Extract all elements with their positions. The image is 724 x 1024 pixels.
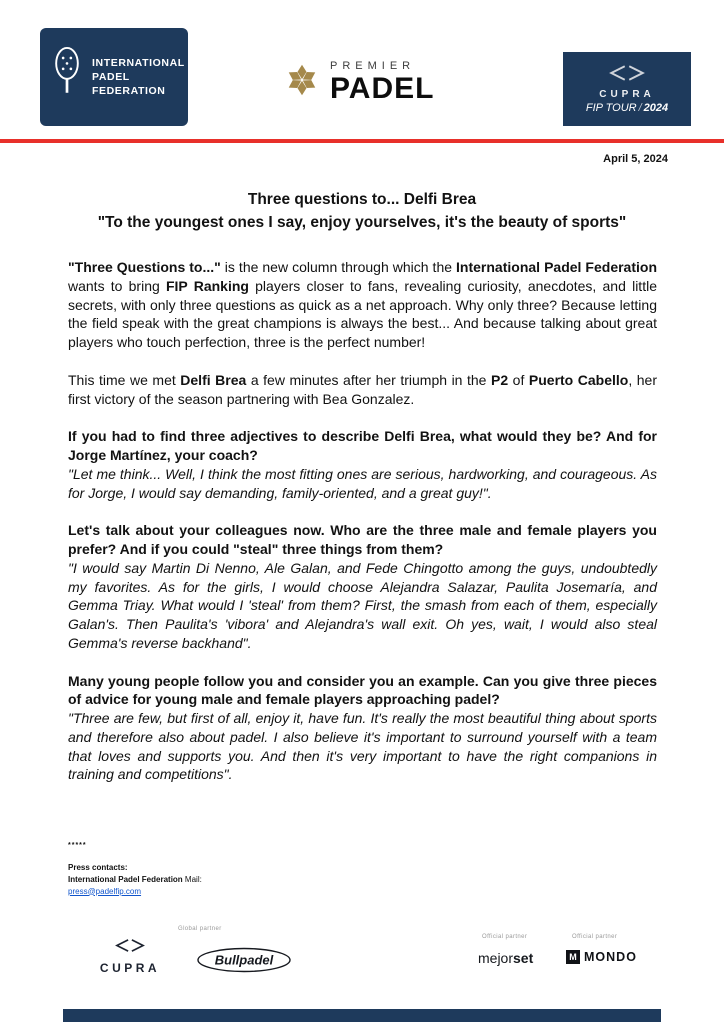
global-partner-label: Global partner <box>178 926 222 932</box>
header-divider-rule <box>0 139 724 143</box>
ipf-word-2: PADEL <box>92 70 130 83</box>
press-contacts-org: International Padel Federation Mail: <box>68 874 202 884</box>
document-title <box>60 188 664 235</box>
document-date: April 5, 2024 <box>603 153 668 165</box>
qa-block <box>68 521 657 652</box>
context-paragraph: This time we met Delfi Brea a few minutes after her triumph in the P2 of Puerto Cabello, her first victory of the season partnering with Bea Gonzalez. <box>68 371 658 407</box>
mondo-wordmark: MONDO <box>584 950 637 964</box>
bullpadel-logo <box>196 946 292 979</box>
fip-tour-separator: / <box>638 102 642 114</box>
title-line-2: "To the youngest ones I say, enjoy yourselves, it's the beauty of sports" <box>97 214 627 232</box>
qa-block <box>68 427 657 502</box>
article-body <box>68 258 657 803</box>
premier-asterisk-icon <box>284 62 320 103</box>
sponsor-logos-row <box>0 922 724 1000</box>
official-partner-label-1: Official partner <box>482 934 528 940</box>
padel-racket-icon <box>50 39 84 116</box>
mejorset-word-a: mejor <box>478 950 514 966</box>
ipf-word-1: INTERNATIONAL <box>92 56 185 69</box>
cupra-wordmark: CUPRA <box>599 89 655 100</box>
cupra-emblem-small-icon <box>110 940 150 957</box>
question-1: If you had to find three adjectives to describe Delfi Brea, what would they be? And for Jorge Martínez, your coach? <box>68 428 657 463</box>
premier-padel-logo <box>284 60 434 104</box>
press-contacts-label: Press contacts: <box>68 862 128 872</box>
fip-tour-year: 2024 <box>643 102 669 114</box>
ipf-logo <box>40 28 188 126</box>
press-contacts <box>68 841 202 898</box>
fip-tour-line <box>586 102 668 114</box>
qa-block <box>68 672 657 785</box>
mondo-logo <box>566 950 637 964</box>
answer-1: "Let me think... Well, I think the most fitting ones are serious, hardworking, and courageous. As for Jorge, I would say demanding, family-oriented, and a great guy!". <box>68 465 657 501</box>
premier-wordmark-bottom: PADEL <box>330 72 435 105</box>
premier-wordmark-top: PREMIER <box>330 60 416 72</box>
intro-paragraph: "Three Questions to..." is the new column through which the International Padel Federation wants to bring FIP Ranking players closer to fans, revealing curiosity, anecdotes, and little secrets, with only three questions as quick as a net approach. Why only three? Because letting the field speak with the great champions is always the best... And because talking about great players who touch perfection, three is the perfect number! <box>68 259 658 350</box>
ipf-word-3: FEDERATION <box>92 85 166 98</box>
press-email-link[interactable]: press@padelfip.com <box>68 886 142 896</box>
question-3: Many young people follow you and consider you an example. Can you give three pieces of advice for young male and female players approaching padel? <box>68 672 657 708</box>
answer-2: "I would say Martin Di Nenno, Ale Galan, and Fede Chingotto among the guys, undoubtedly my favorites. As for the girls, I would choose Alejandra Salazar, Paulita Josemaría, and Gemma Triay. What would I 'steal' from them? First, the smash from each of them, especially Galan's. Then Paulita's 'vibora' and Alejandra's wall exit. Oh yes, wait, I would also steal Gemma's reverse backhand". <box>68 559 657 651</box>
official-partner-label-2: Official partner <box>572 934 618 940</box>
cupra-sponsor-logo <box>92 938 168 975</box>
footer-bar <box>63 1009 661 1022</box>
answer-3: "Three are few, but first of all, enjoy it, have fun. It's really the most beautiful thing about sports and therefore also about padel. I also believe it's important to surround yourself with a team that loves and supports you. And then it's very important to have the right companions in training and competitions". <box>68 710 657 783</box>
cupra-fip-tour-logo <box>563 52 691 126</box>
end-of-release-marker: ***** <box>68 842 87 849</box>
title-line-1: Three questions to... Delfi Brea <box>247 191 477 208</box>
cupra-sponsor-wordmark: CUPRA <box>99 961 161 975</box>
mondo-m-icon: M <box>566 950 580 964</box>
fip-tour-text: FIP TOUR <box>585 102 637 114</box>
question-2: Let's talk about your colleagues now. Who are the three male and female players you prefer? And if you could "steal" three things from them? <box>68 522 657 557</box>
mejorset-logo <box>478 950 533 966</box>
mejorset-word-b: set <box>513 950 534 966</box>
ipf-logo-text <box>92 56 185 99</box>
bullpadel-wordmark: Bullpadel <box>214 952 274 968</box>
cupra-emblem-icon <box>603 64 651 87</box>
